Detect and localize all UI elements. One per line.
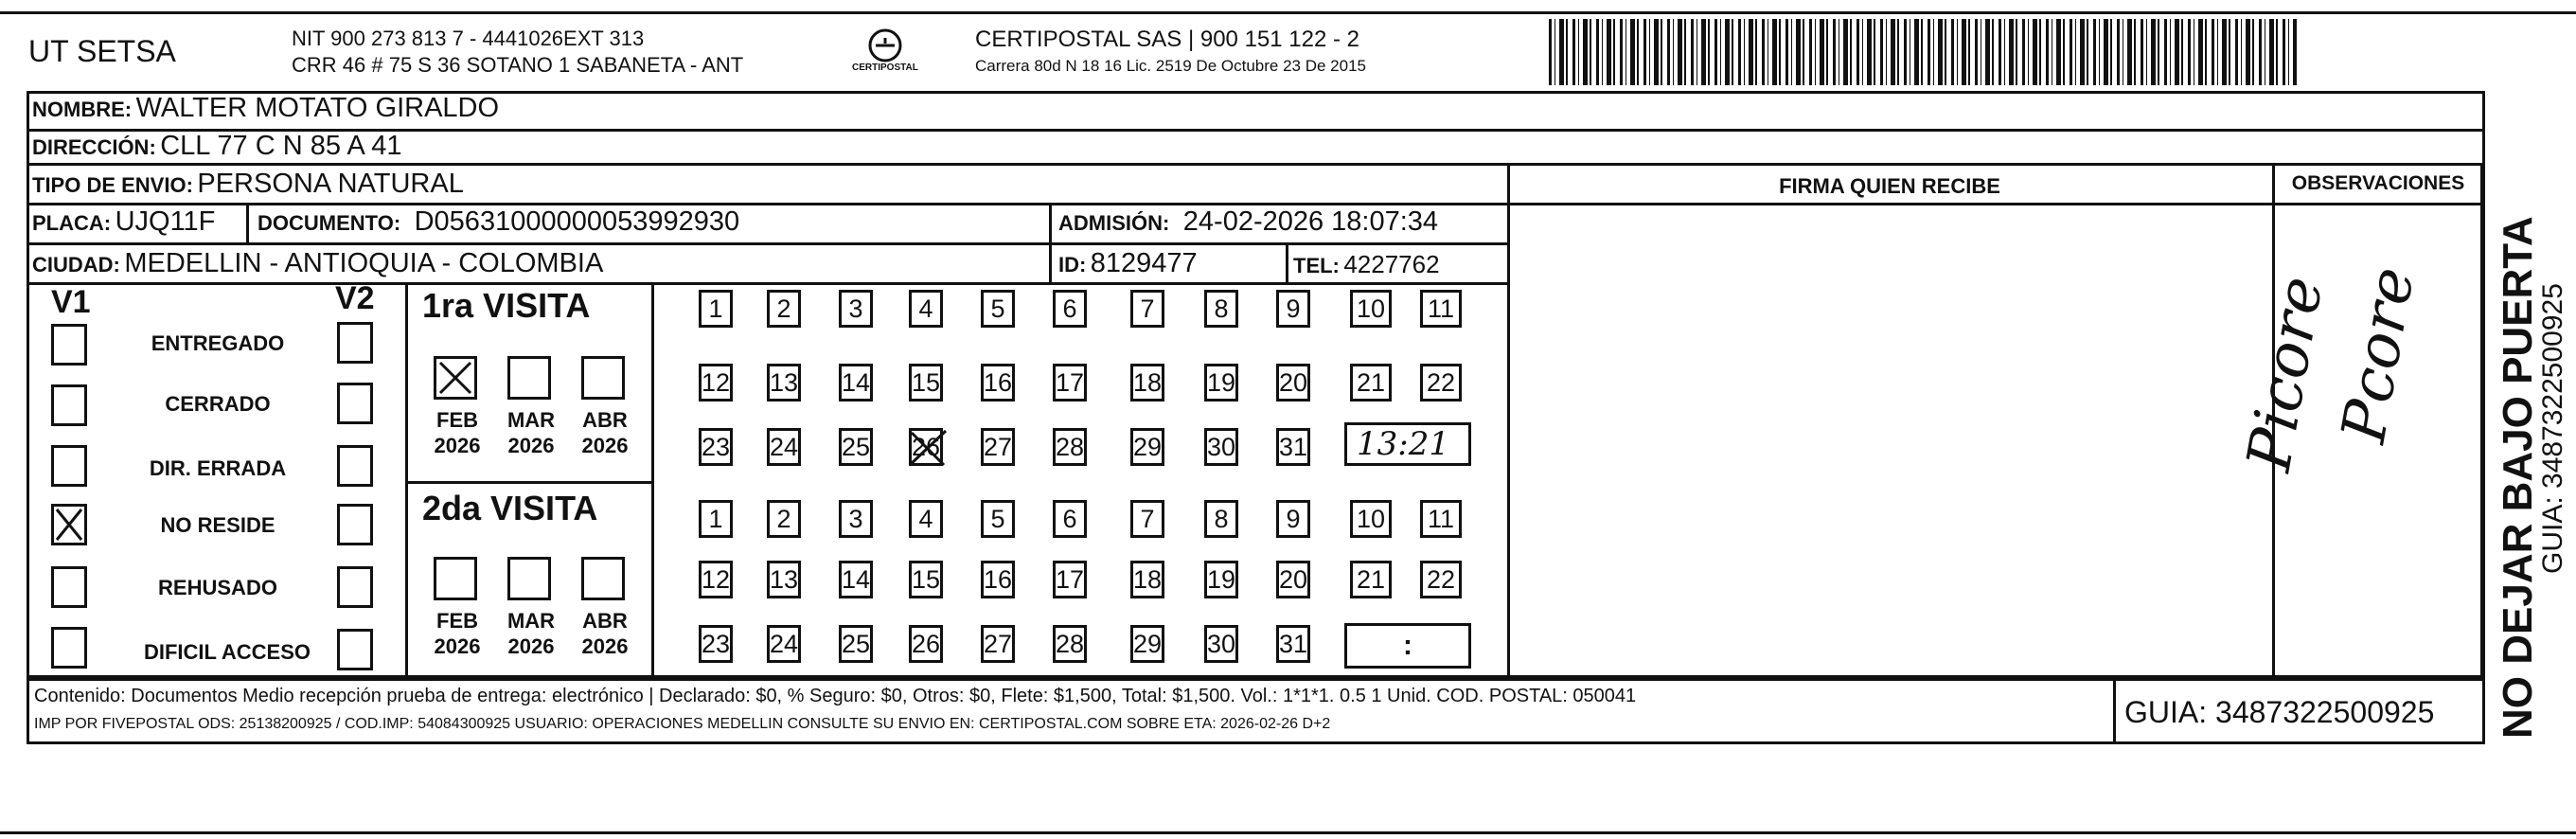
documento-label: DOCUMENTO: <box>258 211 401 235</box>
col-rule <box>651 282 654 678</box>
col-rule <box>2480 163 2483 678</box>
visita2-day-checkbox[interactable]: 21 <box>1350 561 1392 598</box>
col-rule <box>1507 163 1510 678</box>
observaciones-label: OBSERVACIONES <box>2291 172 2465 194</box>
visita2-day-checkbox[interactable]: 1 <box>699 500 733 538</box>
month-year: 2026 <box>507 634 555 658</box>
documento-field <box>258 206 739 238</box>
bottom-rule <box>0 831 2576 834</box>
placa-label: PLACA: <box>32 211 112 235</box>
v1-checkbox[interactable] <box>51 445 87 487</box>
admision-label: ADMISIÓN: <box>1058 211 1170 235</box>
visita2-day-checkbox[interactable]: 28 <box>1053 625 1087 663</box>
nombre-label: NOMBRE: <box>32 98 133 121</box>
visita1-day-checkbox[interactable]: 29 <box>1130 428 1164 466</box>
month-year: 2026 <box>507 434 555 457</box>
visita2-day-checkbox[interactable]: 8 <box>1204 500 1238 538</box>
id-label: ID: <box>1058 253 1087 277</box>
col-rule <box>2113 678 2116 744</box>
visita1-day-checkbox[interactable]: 23 <box>699 428 733 466</box>
visita2-day-checkbox[interactable]: 23 <box>699 625 733 663</box>
ciudad-value: MEDELLIN - ANTIOQUIA - COLOMBIA <box>124 248 604 278</box>
visita2-day-checkbox[interactable]: 17 <box>1053 561 1087 598</box>
status-label: DIFICIL ACCESO <box>143 640 311 664</box>
certipostal-logo <box>852 25 918 81</box>
observaciones-handwriting-2: Pcore <box>2329 261 2429 448</box>
v2-checkbox[interactable] <box>337 629 373 670</box>
visita2-month-checkbox[interactable] <box>434 557 477 600</box>
visita1-day-checkbox[interactable]: 27 <box>981 428 1015 466</box>
footer-imp: IMP POR FIVEPOSTAL ODS: 25138200925 / COD.IMP: 54084300925 USUARIO: OPERACIONES MEDELLIN CONSULTE SU ENVIO EN: CERTIPOSTAL.COM SOBRE ETA: 2026-02-26 D+2 <box>34 716 1331 732</box>
visita2-day-checkbox[interactable]: 20 <box>1276 561 1310 598</box>
visita2-day-checkbox[interactable]: 31 <box>1276 625 1310 663</box>
visita2-day-checkbox[interactable]: 2 <box>767 500 801 538</box>
visita2-day-checkbox[interactable]: 29 <box>1130 625 1164 663</box>
direccion-value: CLL 77 C N 85 A 41 <box>160 131 402 161</box>
v1-checkbox[interactable] <box>51 324 87 366</box>
visita1-title: 1ra VISITA <box>422 286 591 325</box>
visita1-day-checkbox[interactable]: 22 <box>1420 364 1462 402</box>
visita2-month-label <box>498 608 564 659</box>
visita2-time[interactable] <box>1344 623 1471 669</box>
visita1-month-label <box>424 407 490 458</box>
visita1-day-checkbox[interactable]: 8 <box>1204 290 1238 328</box>
visita2-day-checkbox[interactable]: 6 <box>1053 500 1087 538</box>
visita1-day-checkbox[interactable]: 7 <box>1130 290 1164 328</box>
tipo-field <box>32 169 464 200</box>
visita2-month-label <box>572 608 638 659</box>
ciudad-field <box>32 248 603 279</box>
tel-value: 4227762 <box>1343 250 1440 278</box>
visita2-day-checkbox[interactable]: 30 <box>1204 625 1238 663</box>
status-label: ENTREGADO <box>151 331 285 355</box>
row-rule <box>27 163 2485 166</box>
visita2-month-checkbox[interactable] <box>507 557 551 600</box>
certipostal-title: CERTIPOSTAL SAS | 900 151 122 - 2 <box>975 27 1359 52</box>
direccion-field <box>32 131 402 162</box>
visita1-day-checkbox[interactable]: 11 <box>1420 290 1462 328</box>
visita1-day-checkbox[interactable]: 13 <box>767 364 801 402</box>
visita2-day-checkbox[interactable]: 3 <box>839 500 873 538</box>
visita2-month-label <box>424 608 490 659</box>
visita1-day-checkbox[interactable]: 16 <box>981 364 1015 402</box>
tel-label: TEL: <box>1293 254 1340 277</box>
v1-checkbox-checked[interactable] <box>51 504 87 545</box>
visita1-day-checkbox[interactable]: 30 <box>1204 428 1238 466</box>
visita2-month-checkbox[interactable] <box>581 557 625 600</box>
month-name: MAR <box>506 408 556 432</box>
admision-value: 24-02-2026 18:07:34 <box>1182 206 1439 237</box>
ciudad-label: CIUDAD: <box>32 253 120 277</box>
placa-field <box>32 206 215 238</box>
v1-checkbox[interactable] <box>51 384 87 426</box>
id-value: 8129477 <box>1090 248 1198 278</box>
visita1-day-checkbox[interactable]: 18 <box>1130 364 1164 402</box>
visita2-day-checkbox[interactable]: 26 <box>909 625 943 663</box>
v2-checkbox[interactable] <box>337 383 373 424</box>
visita1-day-checkbox[interactable]: 2 <box>767 290 801 328</box>
visita1-day-checkbox[interactable]: 17 <box>1053 364 1087 402</box>
v1-checkbox[interactable] <box>51 566 87 608</box>
top-rule <box>0 11 2576 14</box>
footer-contenido: Contenido: Documentos Medio recepción prueba de entrega: electrónico | Declarado: $0, % Seguro: $0, Otros: $0, Flete: $1,500, Total: $1,500. Vol.: 1*1*1. 0.5 1 Unid. COD. POSTAL: 050041 <box>34 686 1637 706</box>
observaciones-handwriting-1: Picore <box>2234 271 2337 476</box>
visita1-day-checkbox[interactable]: 9 <box>1276 290 1310 328</box>
visita1-day-checkbox[interactable]: 19 <box>1204 364 1238 402</box>
month-name: FEB <box>436 408 478 432</box>
visita1-day-checkbox[interactable]: 6 <box>1053 290 1087 328</box>
col-rule <box>1286 242 1288 282</box>
v2-checkbox[interactable] <box>337 566 373 608</box>
month-name: FEB <box>436 609 478 633</box>
v2-checkbox[interactable] <box>337 445 373 487</box>
v1-checkbox[interactable] <box>51 627 87 669</box>
visita2-day-checkbox[interactable]: 19 <box>1204 561 1238 598</box>
visita1-time[interactable] <box>1344 422 1471 466</box>
visita2-day-checkbox[interactable]: 25 <box>839 625 873 663</box>
nombre-field <box>32 93 499 124</box>
visita1-day-checkbox[interactable]: 25 <box>839 428 873 466</box>
month-year: 2026 <box>434 634 481 658</box>
footer-guia: GUIA: 3487322500925 <box>2124 695 2435 729</box>
visita2-day-checkbox[interactable]: 16 <box>981 561 1015 598</box>
visita1-month-checkbox[interactable] <box>507 356 551 400</box>
firma-label: FIRMA QUIEN RECIBE <box>1779 174 2000 198</box>
visita2-day-checkbox[interactable]: 5 <box>981 500 1015 538</box>
nit-line: NIT 900 273 813 7 - 4441026EXT 313 <box>292 27 645 50</box>
month-year: 2026 <box>581 434 629 457</box>
visita1-day-checkbox[interactable]: 1 <box>699 290 733 328</box>
month-name: ABR <box>582 408 628 432</box>
tipo-value: PERSONA NATURAL <box>197 169 464 199</box>
documento-value: D05631000000053992930 <box>414 206 740 237</box>
visita1-day-checkbox[interactable]: 24 <box>767 428 801 466</box>
status-label: REHUSADO <box>158 576 277 599</box>
row-rule <box>27 282 1508 285</box>
visita2-day-checkbox[interactable]: 22 <box>1420 561 1462 598</box>
barcode <box>1549 19 2297 85</box>
placa-value: UJQ11F <box>115 206 216 237</box>
visita1-day-checkbox[interactable]: 12 <box>699 364 733 402</box>
visita1-month-checkbox[interactable] <box>434 356 477 400</box>
col-rule <box>1049 203 1052 282</box>
direccion-label: DIRECCIÓN: <box>32 135 156 159</box>
visita2-day-checkbox[interactable]: 13 <box>767 561 801 598</box>
visita1-day-checkbox[interactable]: 4 <box>909 290 943 328</box>
visita2-day-checkbox[interactable]: 4 <box>909 500 943 538</box>
visita2-day-checkbox[interactable]: 10 <box>1350 500 1392 538</box>
visita2-day-checkbox[interactable]: 27 <box>981 625 1015 663</box>
visita2-day-checkbox[interactable]: 12 <box>699 561 733 598</box>
id-field <box>1058 248 1198 279</box>
status-label: DIR. ERRADA <box>149 456 287 480</box>
side-guia: GUIA: 3487322500925 <box>2537 283 2568 574</box>
visita2-day-checkbox[interactable]: 7 <box>1130 500 1164 538</box>
visita2-day-checkbox[interactable]: 14 <box>839 561 873 598</box>
visita2-day-checkbox[interactable]: 18 <box>1130 561 1164 598</box>
visita2-title: 2da VISITA <box>422 489 598 527</box>
visita1-day-checkbox[interactable]: 20 <box>1276 364 1310 402</box>
row-rule <box>1507 203 2482 205</box>
v2-label: V2 <box>335 280 375 316</box>
status-label: CERRADO <box>165 392 271 416</box>
visita1-day-checkbox[interactable]: 31 <box>1276 428 1310 466</box>
status-label: NO RESIDE <box>160 513 275 537</box>
visita1-month-checkbox[interactable] <box>581 356 625 400</box>
check-x-icon <box>904 427 951 469</box>
col-rule <box>246 203 249 242</box>
visita1-day-checkbox[interactable]: 10 <box>1350 290 1392 328</box>
v1-label: V1 <box>51 284 91 320</box>
visita1-day-checkbox[interactable]: 26 <box>909 428 943 466</box>
logo-caption: CERTIPOSTAL <box>852 62 918 73</box>
visita2-day-checkbox[interactable]: 9 <box>1276 500 1310 538</box>
month-name: ABR <box>582 609 628 633</box>
admision-field <box>1058 206 1438 238</box>
visita1-day-checkbox[interactable]: 14 <box>839 364 873 402</box>
visita2-time-value: : <box>1403 630 1412 661</box>
visita2-day-checkbox[interactable]: 15 <box>909 561 943 598</box>
v2-checkbox[interactable] <box>337 504 373 545</box>
visita1-time-value: 13:21 <box>1357 425 1449 463</box>
tipo-label: TIPO DE ENVIO: <box>32 173 193 197</box>
visita1-month-label <box>498 407 564 458</box>
visita1-day-checkbox[interactable]: 28 <box>1053 428 1087 466</box>
nombre-value: WALTER MOTATO GIRALDO <box>135 93 500 123</box>
visita2-day-checkbox[interactable]: 11 <box>1420 500 1462 538</box>
side-warning: NO DEJAR BAJO PUERTA <box>2495 216 2541 739</box>
visita2-day-checkbox[interactable]: 24 <box>767 625 801 663</box>
col-rule <box>405 282 408 678</box>
address-line: CRR 46 # 75 S 36 SOTANO 1 SABANETA - ANT <box>292 53 744 77</box>
visita1-month-label <box>572 407 638 458</box>
month-year: 2026 <box>434 434 481 457</box>
month-name: MAR <box>506 609 556 633</box>
certipostal-subtitle: Carrera 80d N 18 16 Lic. 2519 De Octubre 23 De 2015 <box>975 57 1366 75</box>
tel-field <box>1293 250 1440 279</box>
visita1-day-checkbox[interactable]: 3 <box>839 290 873 328</box>
row-rule <box>405 481 651 484</box>
visita1-day-checkbox[interactable]: 15 <box>909 364 943 402</box>
company-name: UT SETSA <box>28 34 176 68</box>
check-x-icon <box>436 359 474 397</box>
month-year: 2026 <box>581 634 629 658</box>
visita1-day-checkbox[interactable]: 5 <box>981 290 1015 328</box>
check-x-icon <box>54 507 84 543</box>
visita1-day-checkbox[interactable]: 21 <box>1350 364 1392 402</box>
v2-checkbox[interactable] <box>337 322 373 364</box>
